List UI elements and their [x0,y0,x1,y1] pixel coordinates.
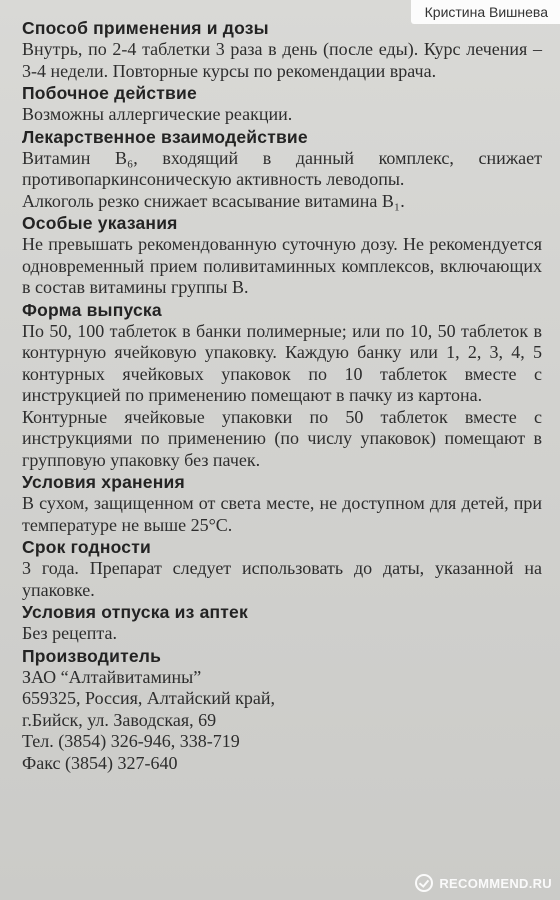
section-shelf-life [22,536,542,601]
author-label: Кристина Вишнева [411,0,560,24]
section-side-effects [22,82,542,126]
instruction-text [22,17,542,774]
section-heading: Условия отпуска из аптек [22,602,248,622]
section-paragraph: Контурные ячейковые упаковки по 50 таблеток вместе с инструкциями по применению (по числу упаковок) помещают в групповую упаковку без пачек. [22,406,542,470]
section-paragraph: По 50, 100 таблеток в банки полимерные; или по 10, 50 таблеток в контурную ячейковую упаковку. Каждую банку или 1, 2, 3, 4, 5 контурных ячейковых упаковок по 10 таблеток вместе с инструкцией по применению помещают в пачку из картона. [22,320,542,405]
section-heading: Побочное действие [22,83,197,103]
watermark-text: RECOMMEND.RU [439,875,552,891]
section-paragraph: Не превышать рекомендованную суточную дозу. Не рекомендуется одновременный прием поливитаминных комплексов, включающих в состав витамины группы B. [22,234,542,297]
section-dispensing [22,601,542,645]
section-dosage [22,17,542,82]
section-heading: Способ применения и дозы [22,18,269,38]
section-paragraph: Без рецепта. [22,623,117,643]
manufacturer-phone: Тел. (3854) 326-946, 338-719 [22,731,240,751]
section-heading: Производитель [22,645,162,666]
section-paragraph: В сухом, защищенном от света месте, не доступном для детей, при температуре не выше 25°C. [22,493,542,535]
section-heading: Условия хранения [22,472,185,492]
section-heading: Форма выпуска [22,299,162,320]
section-release-form [22,299,542,472]
section-special-notes [22,212,542,299]
manufacturer-fax: Факс (3854) 327-640 [22,752,178,773]
section-paragraph: Витамин B₆, входящий в данный комплекс, снижает противопаркинсоническую активность леводопы. [22,147,542,189]
manufacturer-address: 659325, Россия, Алтайский край, [22,688,275,708]
section-paragraph: 3 года. Препарат следует использовать до даты, указанной на упаковке. [22,558,542,600]
section-heading: Особые указания [22,213,178,233]
checkmark-icon [415,874,433,892]
manufacturer-street: г.Бийск, ул. Заводская, 69 [22,709,217,730]
section-interactions [22,126,542,213]
manufacturer-name: ЗАО “Алтайвитамины” [22,666,202,687]
section-paragraph: Возможны аллергические реакции. [22,104,293,124]
site-watermark [415,874,552,892]
section-manufacturer [22,645,542,775]
section-heading: Лекарственное взаимодействие [22,126,308,147]
section-heading: Срок годности [22,537,151,557]
section-storage [22,471,542,536]
section-paragraph: Внутрь, по 2-4 таблетки 3 раза в день (после еды). Курс лечения – 3-4 недели. Повторные курсы по рекомендации врача. [22,39,542,81]
section-paragraph: Алкоголь резко снижает всасывание витамина B₁. [22,190,405,211]
